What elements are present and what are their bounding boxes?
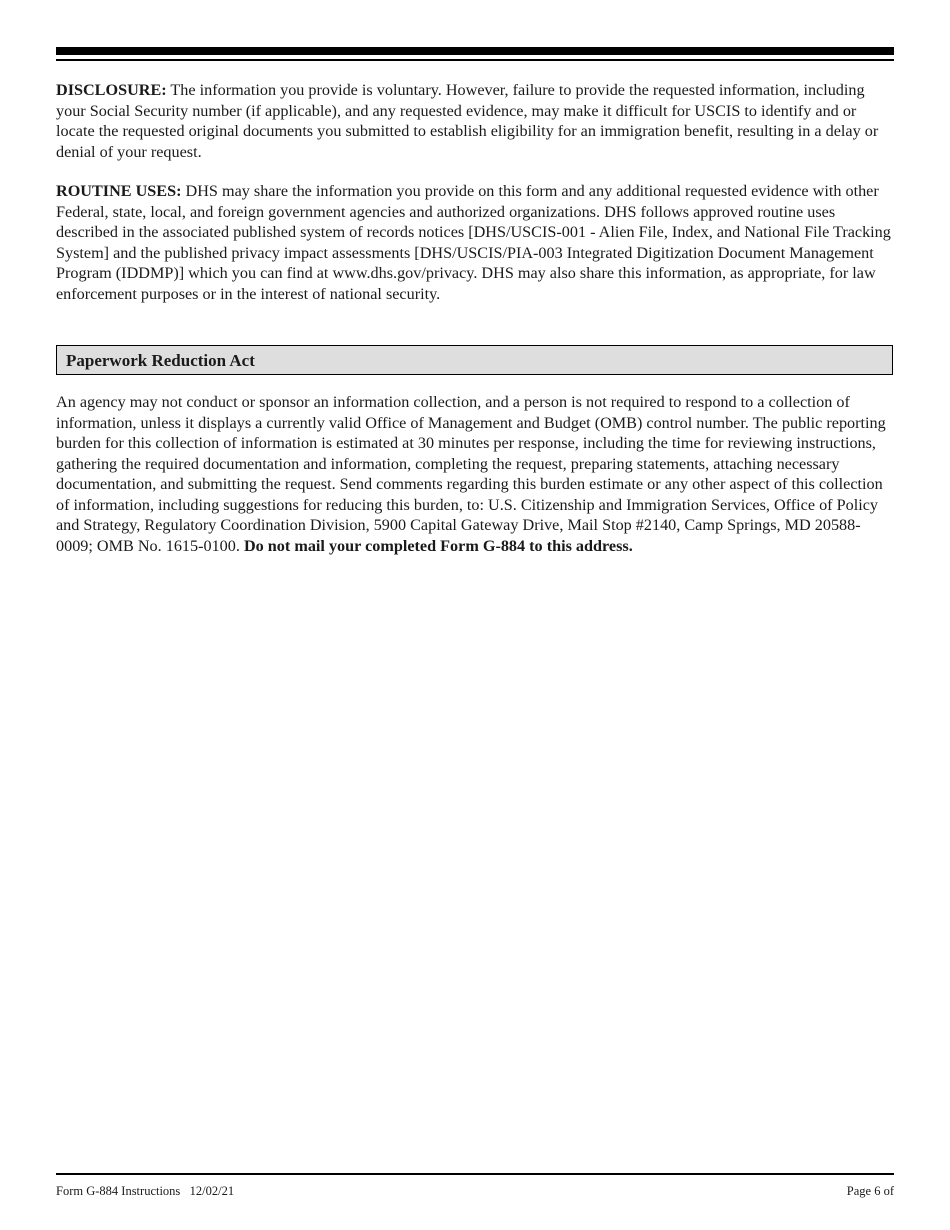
paperwork-text: An agency may not conduct or sponsor an information collection, and a person is not required to respond to a collection of information, unless it displays a currently valid Office of Management and Budget (OMB) control number. The public reporting burden for this collection of information is estimated at 30 minutes per response, including the time for reviewing instructions, gathering the required documentation and information, completing the request, preparing statements, attaching necessary documentation, and submitting the request. Send comments regarding this burden estimate or any other aspect of this collection of information, including suggestions for reducing this burden, to: U.S. Citizenship and Immigration Services, Office of Policy and Strategy, Regulatory Coordination Division, 5900 Capital Gateway Drive, Mail Stop #2140, Camp Springs, MD 20588-0009; OMB No. 1615-0100. (56, 393, 886, 555)
footer-page-label: Page 6 of (846, 1184, 894, 1198)
disclosure-text: The information you provide is voluntary. However, failure to provide the requested information, including your Social Security number (if applicable), and any requested evidence, may make it difficult for USCIS to identify and or locate the requested original documents you submitted to establish eligibility for an immigration benefit, resulting in a delay or denial of your request. (56, 81, 879, 161)
header-thin-rule (56, 59, 894, 61)
routine-uses-heading: ROUTINE USES: (56, 182, 182, 200)
routine-uses-text: DHS may share the information you provide on this form and any additional requested evidence with other Federal, state, local, and foreign government agencies and authorized organizations. DHS follows approved routine uses described in the associated published system of records notices [DHS/USCIS-001 - Alien File, Index, and National File Tracking System] and the published privacy impact assessments [DHS/USCIS/PIA-003 Integrated Digitization Document Management Program (IDDMP)] which you can find at www.dhs.gov/privacy. DHS may also share this information, as appropriate, for law enforcement purposes or in the interest of national security. (56, 182, 891, 303)
paperwork-section-title: Paperwork Reduction Act (66, 351, 255, 370)
paperwork-bold-notice: Do not mail your completed Form G-884 to this address. (243, 536, 633, 555)
disclosure-heading: DISCLOSURE: (56, 81, 167, 99)
disclosure-paragraph (56, 80, 896, 162)
footer-rule (56, 1173, 894, 1175)
header-thick-rule (56, 47, 894, 55)
routine-uses-paragraph (56, 181, 896, 304)
paperwork-paragraph (56, 392, 896, 556)
footer-form-label: Form G-884 Instructions 12/02/21 (56, 1184, 235, 1198)
paperwork-section-header (56, 345, 893, 375)
